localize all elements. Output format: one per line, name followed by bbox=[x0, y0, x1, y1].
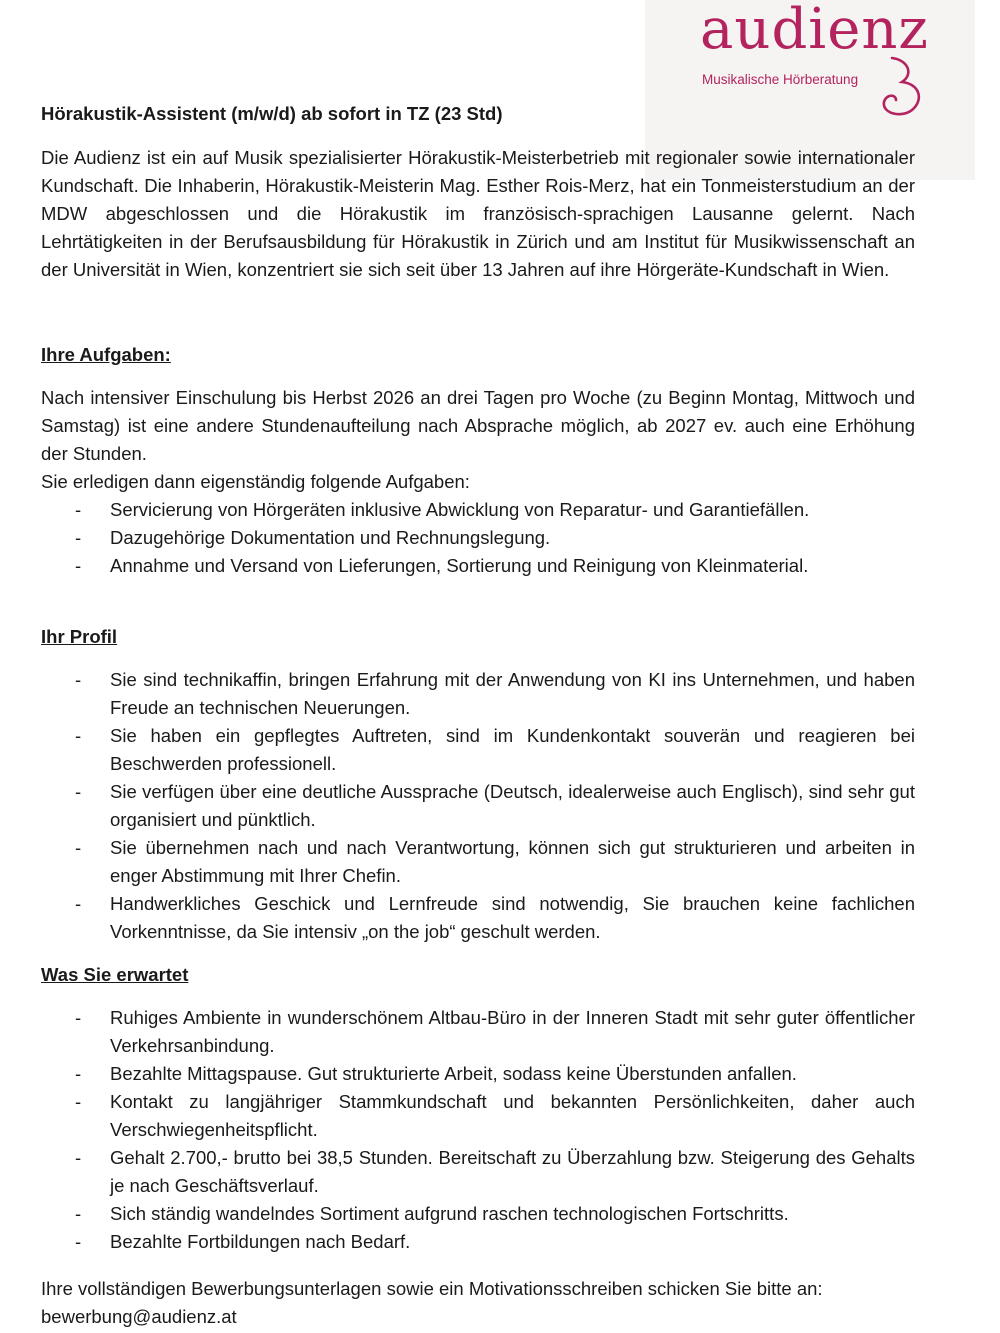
list-item bbox=[41, 1228, 915, 1256]
list-item bbox=[41, 1088, 915, 1144]
list-item-text: Kontakt zu langjähriger Stammkundschaft und bekannten Persönlichkeiten, daher auch Verschwiegenheitspflicht. bbox=[110, 1091, 915, 1140]
list-item bbox=[41, 1200, 915, 1228]
erwartet-heading: Was Sie erwartet bbox=[41, 964, 189, 985]
dash-bullet: - bbox=[75, 893, 82, 914]
list-item bbox=[41, 1144, 915, 1200]
aufgaben-heading: Ihre Aufgaben: bbox=[41, 344, 171, 365]
erwartet-list bbox=[41, 1004, 915, 1256]
aufgaben-lead: Sie erledigen dann eigenständig folgende Aufgaben: bbox=[41, 471, 470, 492]
intro-paragraph: Die Audienz ist ein auf Musik spezialisierter Hörakustik-Meisterbetrieb mit regionaler sowie internationaler Kundschaft. Die Inhaberin, Hörakustik-Meisterin Mag. Esther Rois-Merz, hat ein Tonmeisterstudium an der MDW abgeschlossen und die Hörakustik im französisch-sprachigen Lausanne gelernt. Nach Lehrtätigkeiten in der Berufsausbildung für Hörakustik in Zürich und am Institut für Musikwissenschaft an der Universität in Wien, konzentriert sie sich seit über 13 Jahren auf ihre Hörgeräte-Kundschaft in Wien. bbox=[41, 147, 915, 280]
list-item-text: Sie übernehmen nach und nach Verantwortung, können sich gut strukturieren und arbeiten in enger Abstimmung mit Ihrer Chefin. bbox=[110, 837, 915, 886]
dash-bullet: - bbox=[75, 1063, 82, 1084]
page-title: Hörakustik-Assistent (m/w/d) ab sofort in TZ (23 Std) bbox=[41, 103, 503, 124]
profil-heading: Ihr Profil bbox=[41, 626, 118, 647]
list-item bbox=[41, 1060, 915, 1088]
dash-bullet: - bbox=[75, 499, 82, 520]
list-item bbox=[41, 890, 915, 946]
dash-bullet: - bbox=[75, 1147, 82, 1168]
closing-text: Ihre vollständigen Bewerbungsunterlagen sowie ein Motivationsschreiben schicken Sie bitte an: bbox=[41, 1278, 823, 1299]
list-item-text: Ruhiges Ambiente in wunderschönem Altbau-Büro in der Inneren Stadt mit sehr guter öffentlicher Verkehrsanbindung. bbox=[110, 1007, 915, 1056]
contact-email[interactable]: bewerbung@audienz.at bbox=[41, 1306, 237, 1327]
dash-bullet: - bbox=[75, 781, 82, 802]
list-item bbox=[41, 524, 915, 552]
list-item-text: Annahme und Versand von Lieferungen, Sortierung und Reinigung von Kleinmaterial. bbox=[110, 555, 809, 576]
list-item bbox=[41, 722, 915, 778]
list-item bbox=[41, 834, 915, 890]
aufgaben-section bbox=[41, 384, 915, 580]
dash-bullet: - bbox=[75, 527, 82, 548]
logo-tagline: Musikalische Hörberatung bbox=[702, 72, 859, 87]
list-item-text: Bezahlte Fortbildungen nach Bedarf. bbox=[110, 1231, 411, 1252]
list-item bbox=[41, 552, 915, 580]
list-item-text: Servicierung von Hörgeräten inklusive Abwicklung von Reparatur- und Garantiefällen. bbox=[110, 499, 810, 520]
dash-bullet: - bbox=[75, 837, 82, 858]
aufgaben-list bbox=[41, 496, 915, 580]
dash-bullet: - bbox=[75, 1007, 82, 1028]
list-item-text: Sich ständig wandelndes Sortiment aufgrund raschen technologischen Fortschritts. bbox=[110, 1203, 789, 1224]
dash-bullet: - bbox=[75, 1231, 82, 1252]
list-item-text: Sie haben ein gepflegtes Auftreten, sind im Kundenkontakt souverän und reagieren bei Beschwerden professionell. bbox=[110, 725, 915, 774]
dash-bullet: - bbox=[75, 669, 82, 690]
list-item-text: Dazugehörige Dokumentation und Rechnungslegung. bbox=[110, 527, 551, 548]
list-item-text: Sie verfügen über eine deutliche Aussprache (Deutsch, idealerweise auch Englisch), sind sehr gut organisiert und pünktlich. bbox=[110, 781, 915, 830]
list-item bbox=[41, 1004, 915, 1060]
list-item-text: Handwerkliches Geschick und Lernfreude sind notwendig, Sie brauchen keine fachlichen Vorkenntnisse, da Sie intensiv „on the job“ geschult werden. bbox=[110, 893, 915, 942]
dash-bullet: - bbox=[75, 1203, 82, 1224]
aufgaben-paragraph: Nach intensiver Einschulung bis Herbst 2026 an drei Tagen pro Woche (zu Beginn Montag, Mittwoch und Samstag) ist eine andere Stundenaufteilung nach Absprache möglich, ab 2027 ev. auch eine Erhöhung der Stunden. bbox=[41, 387, 915, 464]
list-item-text: Bezahlte Mittagspause. Gut strukturierte Arbeit, sodass keine Überstunden anfallen. bbox=[110, 1063, 797, 1084]
list-item bbox=[41, 666, 915, 722]
dash-bullet: - bbox=[75, 1091, 82, 1112]
profil-list bbox=[41, 666, 915, 946]
list-item bbox=[41, 778, 915, 834]
list-item-text: Gehalt 2.700,- brutto bei 38,5 Stunden. Bereitschaft zu Überzahlung bzw. Steigerung des Gehalts je nach Geschäftsverlauf. bbox=[110, 1147, 915, 1196]
list-item-text: Sie sind technikaffin, bringen Erfahrung mit der Anwendung von KI ins Unternehmen, und haben Freude an technischen Neuerungen. bbox=[110, 669, 915, 718]
closing-section bbox=[41, 1275, 915, 1331]
dash-bullet: - bbox=[75, 725, 82, 746]
list-item bbox=[41, 496, 915, 524]
logo-wordmark: audienz bbox=[700, 0, 929, 62]
dash-bullet: - bbox=[75, 555, 82, 576]
